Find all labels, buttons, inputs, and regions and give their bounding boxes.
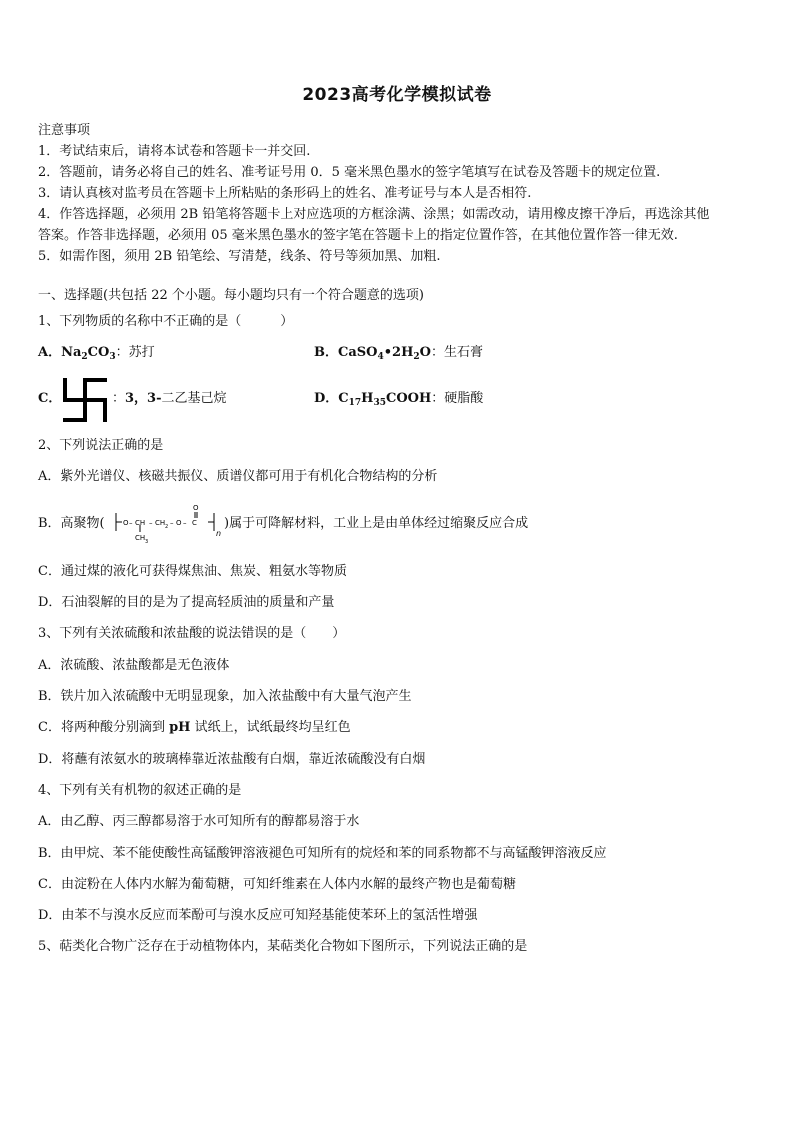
q1-option-a: A．$Na_2CO_3$：苏打	[38, 345, 155, 362]
structure-skeletal-icon	[62, 377, 108, 423]
poly-c: C	[192, 519, 197, 527]
notice-heading: 注意事项	[38, 123, 91, 138]
poly-sub3: 3	[145, 539, 149, 544]
page-title: 2023高考化学模拟试卷	[302, 85, 492, 105]
notice-item: 5．如需作图，须用 2B 铅笔绘、写清楚，线条、符号等须加黑、加粗.	[38, 249, 441, 264]
q1-option-d: D．$C_{17}H_{35}COOH$：硬脂酸	[314, 391, 484, 408]
notice-item: 3．请认真核对监考员在答题卡上所粘贴的条形码上的姓名、准考证号与本人是否相符.	[38, 186, 532, 201]
poly-o1: O	[123, 519, 129, 527]
q2-option-c: C．通过煤的液化可获得煤焦油、焦炭、粗氨水等物质	[38, 564, 347, 579]
notice-item: 1．考试结束后，请将本试卷和答题卡一并交回.	[38, 144, 311, 159]
q3-option-c: C．将两种酸分别滴到 pH 试纸上，试纸最终均呈红色	[38, 720, 351, 735]
poly-sub2: 2	[165, 524, 169, 530]
poly-o2: O	[176, 519, 182, 527]
q4-option-c: C．由淀粉在人体内水解为葡萄糖，可知纤维素在人体内水解的最终产物也是葡萄糖	[38, 877, 516, 892]
poly-ch3: CH	[135, 534, 146, 542]
notice-block	[38, 120, 758, 267]
question-3-stem: 3、下列有关浓硫酸和浓盐酸的说法错误的是（ ）	[38, 626, 346, 641]
section-heading: 一、选择题(共包括 22 个小题。每小题均只有一个符合题意的选项)	[38, 288, 424, 303]
poly-dash: –	[129, 519, 133, 527]
poly-n: n	[216, 529, 222, 538]
poly-dash: –	[170, 519, 174, 527]
poly-dash: –	[149, 519, 153, 527]
question-4-stem: 4、下列有关有机物的叙述正确的是	[38, 783, 242, 798]
q2-option-d: D．石油裂解的目的是为了提高轻质油的质量和产量	[38, 595, 335, 610]
q1-option-c-name: ：3，3-二乙基己烷	[112, 391, 227, 406]
poly-ch: CH	[135, 519, 146, 527]
question-5-stem: 5、萜类化合物广泛存在于动植物体内，某萜类化合物如下图所示，下列说法正确的是	[38, 939, 528, 954]
notice-item: 2．答题前，请务必将自己的姓名、准考证号用 0．5 毫米黑色墨水的签字笔填写在试卷及答题卡的规定位置.	[38, 165, 661, 180]
q3-option-b: B．铁片加入浓硫酸中无明显现象，加入浓盐酸中有大量气泡产生	[38, 689, 412, 704]
q1-option-b: B．$CaSO_4•2H_2O$：生石膏	[314, 345, 483, 362]
q2-option-b-prefix: B．高聚物(	[38, 516, 105, 531]
q2-option-b-suffix: )属于可降解材料，工业上是由单体经过缩聚反应合成	[224, 516, 529, 531]
q4-option-a: A．由乙醇、丙三醇都易溶于水可知所有的醇都易溶于水	[38, 814, 360, 829]
question-1-stem: 1、下列物质的名称中不正确的是（ ）	[38, 314, 294, 329]
question-2-stem: 2、下列说法正确的是	[38, 438, 164, 453]
poly-ch2: CH	[155, 519, 166, 527]
notice-item: 答案。作答非选择题，必须用 05 毫米黑色墨水的签字笔在答题卡上的指定位置作答，在其他位置作答一律无效.	[38, 228, 678, 243]
notice-item: 4．作答选择题，必须用 2B 铅笔将答题卡上对应选项的方框涂满、涂黑；如需改动，请用橡皮擦干净后，再选涂其他	[38, 207, 710, 222]
q1-option-c: C．	[38, 391, 62, 406]
poly-o3: O	[193, 504, 199, 512]
poly-dash: –	[183, 519, 187, 527]
polymer-structure-icon	[112, 500, 224, 544]
q3-option-a: A．浓硫酸、浓盐酸都是无色液体	[38, 658, 230, 673]
q4-option-b: B．由甲烷、苯不能使酸性高锰酸钾溶液褪色可知所有的烷烃和苯的同系物都不与高锰酸钾溶液反应	[38, 846, 607, 861]
q3-option-d: D．将蘸有浓氨水的玻璃棒靠近浓盐酸有白烟，靠近浓硫酸没有白烟	[38, 752, 426, 767]
q2-option-a: A．紫外光谱仪、核磁共振仪、质谱仪都可用于有机化合物结构的分析	[38, 469, 438, 484]
q4-option-d: D．由苯不与溴水反应而苯酚可与溴水反应可知羟基能使苯环上的氢活性增强	[38, 908, 478, 923]
